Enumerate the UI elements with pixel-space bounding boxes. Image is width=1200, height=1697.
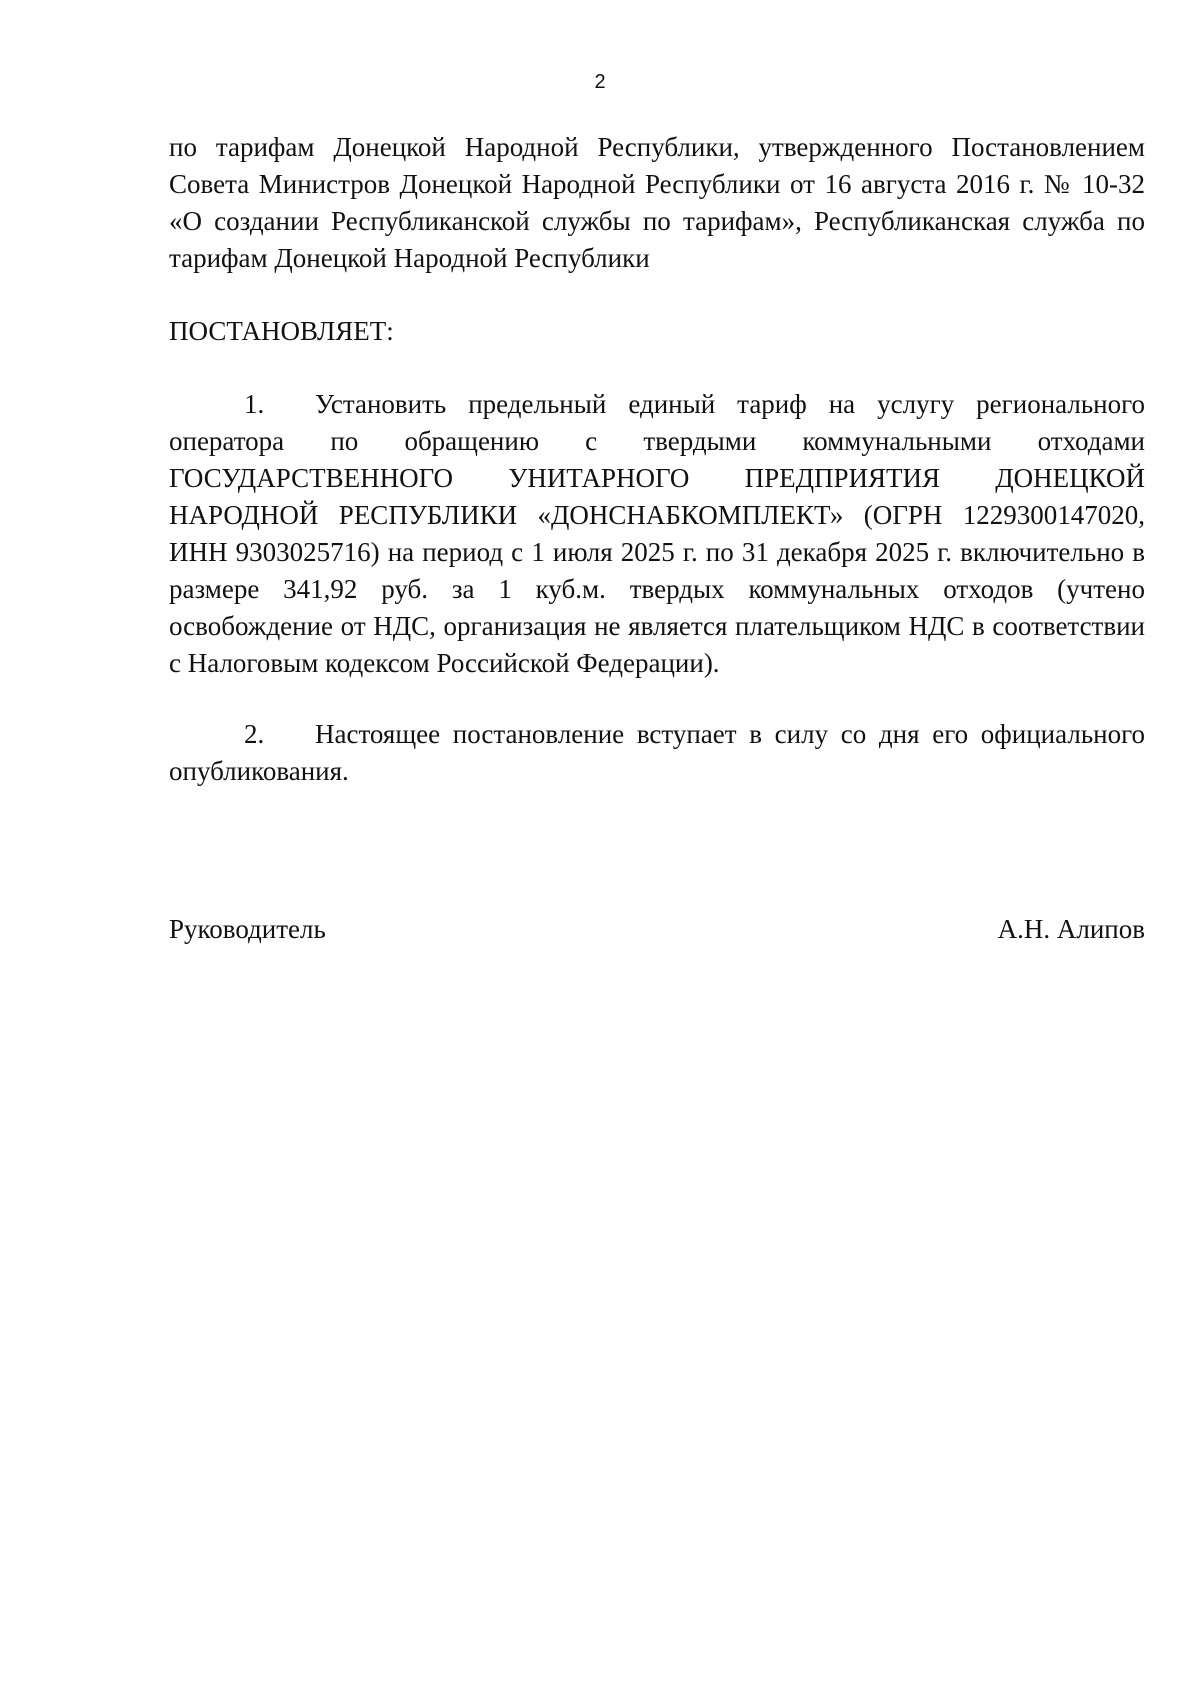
item-text: Настоящее постановление вступает в силу со дня его официального опубликования. [169,719,1145,786]
document-body [169,129,1145,790]
resolves-heading: ПОСТАНОВЛЯЕТ: [169,316,394,346]
item-number: 2. [244,719,265,749]
signatory-name: А.Н. Алипов [997,914,1145,944]
item-text: Установить предельный единый тариф на услугу регионального оператора по обращению с твердыми коммунальными отходами ГОСУДАРСТВЕННОГО УНИТАРНОГО ПРЕДПРИЯТИЯ ДОНЕЦКОЙ НАРОДНОЙ РЕСПУБЛИКИ «ДОНСНАБКОМПЛЕКТ» (ОГРН 1229300147020, ИНН 9303025716) на период с 1 июля 2025 г. по 31 декабря 2025 г. включительно в размере 341,92 руб. за 1 куб.м. твердых коммунальных отходов (учтено освобождение от НДС, организация не является плательщиком НДС в соответствии с Налоговым кодексом Российской Федерации). [169,389,1145,678]
signatory-position: Руководитель [169,914,326,944]
page-number: 2 [594,71,606,93]
signature-block [169,911,1145,948]
item-number: 1. [244,389,265,419]
resolution-item-2 [169,716,1145,790]
resolution-item-1 [169,386,1145,682]
intro-paragraph: по тарифам Донецкой Народной Республики, утвержденного Постановлением Совета Министров Донецкой Народной Республики от 16 августа 2016 г. № 10-32 «О создании Республиканской службы по тарифам», Республиканская служба по тарифам Донецкой Народной Республики [169,132,1145,273]
